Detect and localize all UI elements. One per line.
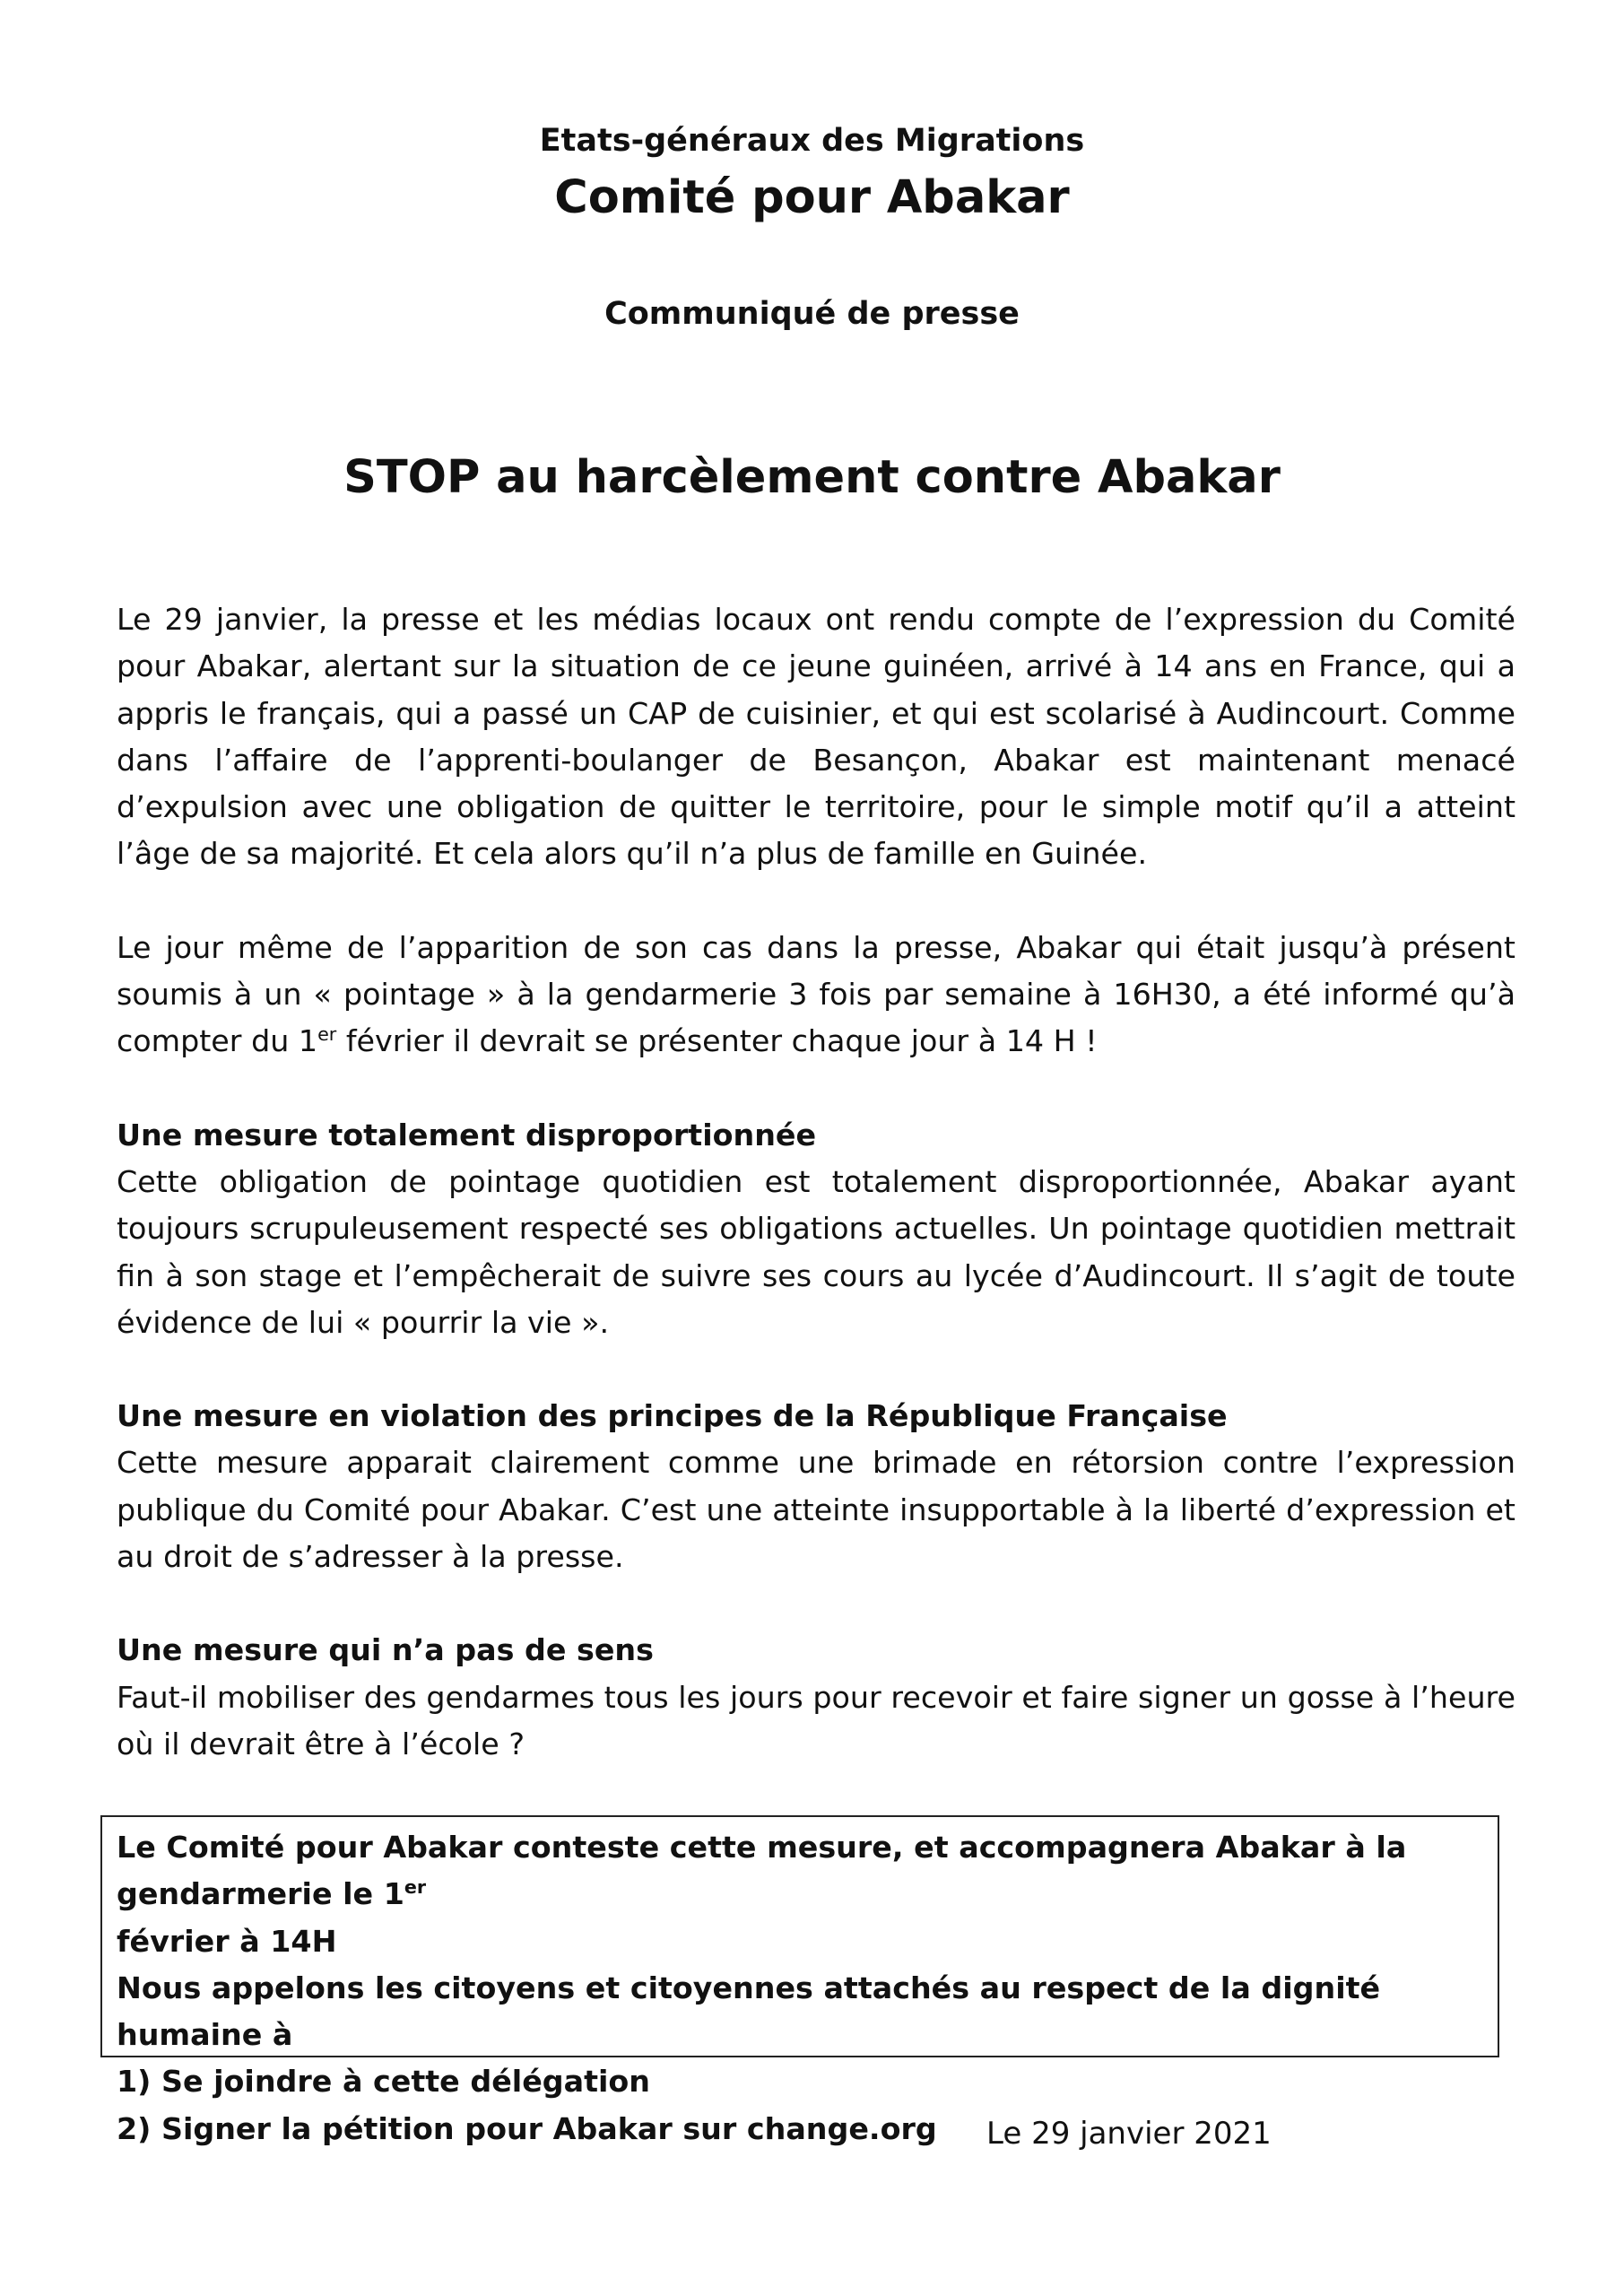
paragraph-pointage-end: février il devrait se présenter chaque jour à 14 H ! [336,1023,1098,1059]
body-text [117,596,1515,1768]
headline: STOP au harcèlement contre Abakar [343,451,1281,504]
section-text-no-sense: Faut-il mobiliser des gendarmes tous les jours pour recevoir et faire signer un gosse à l’heure où il devrait être à l’école ? [117,1679,1515,1761]
release-type: Communiqué de presse [604,296,1020,332]
section-heading-violation: Une mesure en violation des principes de la République Française [117,1398,1228,1434]
committee-name: Comité pour Abakar [554,171,1070,224]
superscript-er: er [317,1023,337,1046]
section-text-violation: Cette mesure apparait clairement comme une brimade en rétorsion contre l’expression publique du Comité pour Abakar. C’est une atteinte insupportable à la liberté d’expression et au droit de s’adresser à la presse. [117,1445,1515,1575]
organization-name: Etats-généraux des Migrations [539,123,1085,159]
callout-line-3: Nous appelons les citoyens et citoyennes attachés au respect de la dignité humaine à [117,1970,1381,2053]
release-date: Le 29 janvier 2021 [986,2116,1272,2152]
callout-superscript-er: er [404,1876,427,1899]
callout-line-1-text: Le Comité pour Abakar conteste cette mesure, et accompagnera Abakar à la gendarmerie le 1 [117,1830,1407,1912]
paragraph-intro: Le 29 janvier, la presse et les médias locaux ont rendu compte de l’expression du Comité pour Abakar, alertant sur la situation de ce jeune guinéen, arrivé à 14 ans en France, qui a appris le français, qui a passé un CAP de cuisinier, et qui est scolarisé à Audincourt. Comme dans l’affaire de l’apprenti-boulanger de Besançon, Abakar est maintenant menacé d’expulsion avec une obligation de quitter le territoire, pour le simple motif qu’il a atteint l’âge de sa majorité. Et cela alors qu’il n’a plus de famille en Guinée. [117,602,1515,872]
callout-line-2: février à 14H [117,1923,337,1959]
paragraph-pointage-start: Le jour même de l’apparition de son cas dans la presse, Abakar qui était jusqu’à présent soumis à un « pointage » à la gendarmerie 3 fois par semaine à 16H30, a été informé qu’à compter du 1 [117,929,1515,1059]
callout-line-5: 2) Signer la pétition pour Abakar sur change.org [117,2110,937,2146]
callout-line-1 [117,1824,1483,1918]
section-heading-disproportionate: Une mesure totalement disproportionnée [117,1117,817,1152]
paragraph-pointage [117,925,1515,1065]
callout-line-4: 1) Se joindre à cette délégation [117,2064,650,2100]
section-heading-no-sense: Une mesure qui n’a pas de sens [117,1632,654,1668]
section-text-disproportionate: Cette obligation de pointage quotidien est totalement disproportionnée, Abakar ayant toujours scrupuleusement respecté ses obligations actuelles. Un pointage quotidien mettrait fin à son stage et l’empêcherait de suivre ses cours au lycée d’Audincourt. Il s’agit de toute évidence de lui « pourrir la vie ». [117,1163,1515,1340]
